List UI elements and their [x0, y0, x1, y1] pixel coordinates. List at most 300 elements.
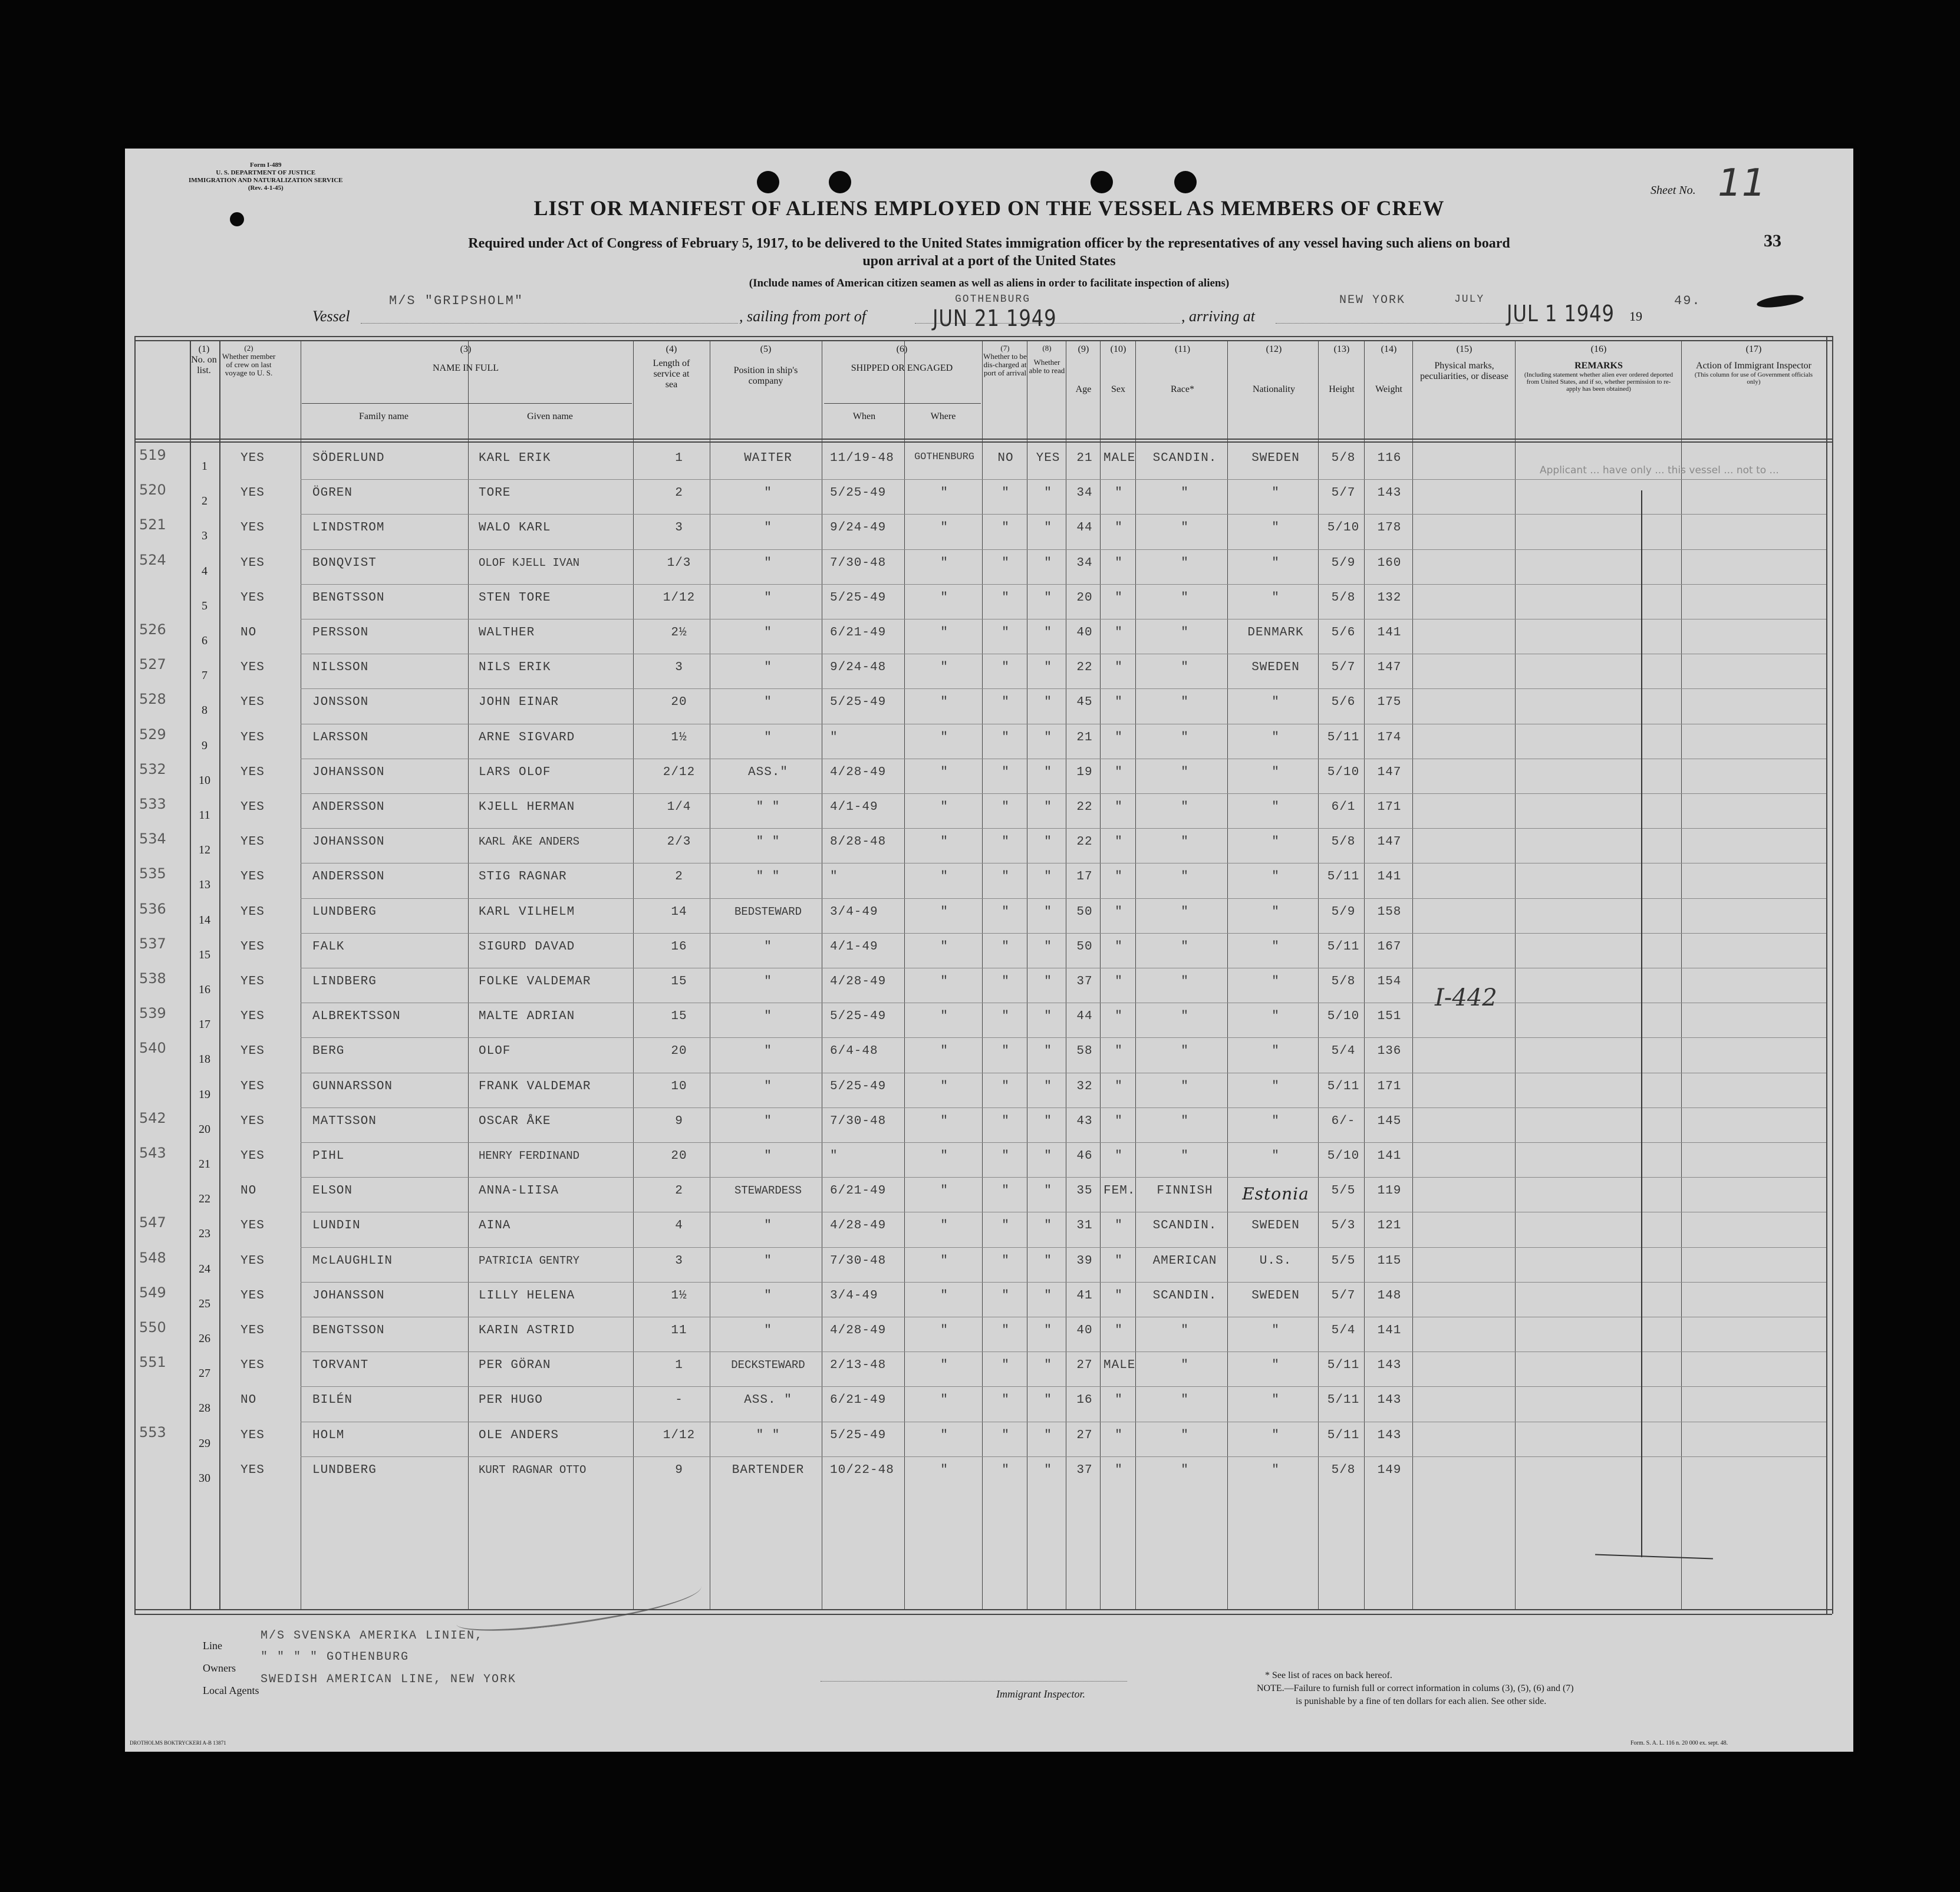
row-22-sex: FEM.	[1103, 1184, 1136, 1198]
row-14-where: "	[940, 905, 948, 919]
row-7-ref: 527	[139, 656, 166, 673]
row-16-height: 5/8	[1331, 975, 1356, 988]
row-18-when: 6/4-48	[830, 1044, 878, 1059]
row-23-given: AINA	[479, 1219, 511, 1233]
row-15-prev: YES	[241, 940, 265, 954]
row-8-read: "	[1044, 696, 1052, 710]
row-27-race: "	[1181, 1359, 1189, 1373]
col-header-when: When	[852, 411, 876, 421]
row-divider	[301, 514, 1826, 515]
row-13-race: "	[1181, 870, 1189, 884]
row-28-height: 5/11	[1327, 1393, 1360, 1408]
row-10-prev: YES	[241, 765, 265, 779]
row-27-nat: "	[1271, 1359, 1280, 1373]
row-30-read: "	[1044, 1463, 1052, 1477]
row-20-sex: "	[1115, 1114, 1123, 1128]
row-28-when: 6/21-49	[830, 1393, 887, 1408]
row-14-read: "	[1044, 905, 1052, 919]
col-header-race: (11) Race*	[1171, 344, 1194, 394]
row-13-given: STIG RAGNAR	[479, 870, 567, 884]
row-28-read: "	[1044, 1393, 1052, 1408]
row-16-prev: YES	[241, 975, 265, 988]
row-19-no: 19	[199, 1087, 210, 1101]
row-30-service: 9	[675, 1463, 683, 1477]
col-header-shipped: (6) SHIPPED OR ENGAGED	[851, 344, 953, 373]
local-agents-label: Local Agents	[203, 1685, 259, 1696]
row-11-position: " "	[756, 800, 780, 814]
row-8-no: 8	[202, 704, 207, 717]
row-11-read: "	[1044, 800, 1052, 814]
row-29-height: 5/11	[1327, 1428, 1360, 1442]
row-23-sex: "	[1115, 1219, 1123, 1233]
row-23-age: 31	[1076, 1219, 1093, 1233]
row-27-where: "	[940, 1359, 948, 1373]
row-divider	[301, 549, 1826, 550]
col-header-remarks: (16) REMARKS (Including statement whether alien ever ordered deported from United States, and if so, whether permission to re-apply has been obtained)	[1524, 344, 1674, 393]
year-printed: 19	[1629, 309, 1642, 324]
row-26-position: "	[764, 1324, 772, 1337]
row-30-when: 10/22-48	[830, 1463, 894, 1477]
row-11-nat: "	[1271, 800, 1280, 814]
row-5-sex: "	[1115, 591, 1123, 605]
row-divider	[301, 1247, 1826, 1248]
col-header-age: (9) Age	[1075, 344, 1092, 394]
row-14-race: "	[1181, 905, 1189, 919]
row-15-weight: 167	[1377, 940, 1402, 954]
row-13-prev: YES	[241, 870, 265, 884]
row-1-position: WAITER	[744, 451, 792, 465]
row-21-age: 46	[1076, 1149, 1093, 1163]
row-23-read: "	[1044, 1219, 1052, 1233]
column-divider	[219, 340, 220, 1610]
col-header-weight: (14) Weight	[1375, 344, 1402, 394]
row-24-disch: "	[1002, 1254, 1010, 1268]
row-15-race: "	[1181, 940, 1189, 954]
row-divider	[301, 688, 1826, 689]
row-11-given: KJELL HERMAN	[479, 800, 575, 814]
row-30-age: 37	[1076, 1463, 1093, 1477]
row-25-no: 25	[199, 1297, 210, 1310]
row-23-disch: "	[1002, 1219, 1010, 1233]
note-line-1: NOTE.—Failure to furnish full or correct information in colums (3), (5), (6) and (7)	[1257, 1683, 1574, 1693]
row-23-position: "	[764, 1219, 772, 1233]
col-header-action: (17) Action of Immigrant Inspector (This column for use of Government officials only)	[1694, 344, 1813, 385]
row-15-height: 5/11	[1327, 940, 1360, 954]
row-14-position: BEDSTEWARD	[734, 905, 802, 918]
row-27-family: TORVANT	[312, 1359, 369, 1373]
row-24-race: AMERICAN	[1152, 1254, 1217, 1268]
row-30-position: BARTENDER	[732, 1463, 805, 1477]
row-3-read: "	[1044, 521, 1052, 535]
row-30-nat: "	[1271, 1463, 1280, 1477]
row-15-read: "	[1044, 940, 1052, 954]
col-header-height: (13) Height	[1329, 344, 1355, 394]
vessel-label: Vessel	[312, 308, 350, 325]
col-header-discharged: (7) Whether to be dis-charged at port of arrival	[983, 344, 1027, 377]
remarks-bracket-line	[1641, 490, 1642, 1557]
row-17-given: MALTE ADRIAN	[479, 1010, 575, 1024]
row-12-weight: 147	[1377, 835, 1402, 849]
row-8-ref: 528	[139, 691, 166, 708]
row-17-disch: "	[1002, 1010, 1010, 1024]
punch-hole	[829, 171, 851, 193]
row-29-service: 1/12	[663, 1428, 696, 1442]
row-18-sex: "	[1115, 1044, 1123, 1059]
row-29-where: "	[940, 1428, 948, 1442]
owners-label: Owners	[203, 1662, 236, 1674]
row-16-ref: 538	[139, 970, 166, 987]
row-16-no: 16	[199, 983, 210, 996]
subtitle-act: Required under Act of Congress of February 5, 1917, to be delivered to the United States immigration officer by the representatives of any vessel having such aliens on board	[468, 236, 1510, 251]
row-22-given: ANNA-LIISA	[479, 1184, 559, 1198]
row-8-when: 5/25-49	[830, 696, 887, 710]
row-12-where: "	[940, 835, 948, 849]
row-2-when: 5/25-49	[830, 486, 887, 500]
row-19-disch: "	[1002, 1079, 1010, 1093]
row-12-prev: YES	[241, 835, 265, 849]
row-23-race: SCANDIN.	[1152, 1219, 1217, 1233]
row-14-age: 50	[1076, 905, 1093, 919]
row-divider	[301, 479, 1826, 480]
row-2-race: "	[1181, 486, 1189, 500]
row-4-disch: "	[1002, 556, 1010, 570]
row-28-no: 28	[199, 1402, 210, 1415]
row-divider	[301, 584, 1826, 585]
row-17-ref: 539	[139, 1005, 166, 1022]
row-18-age: 58	[1076, 1044, 1093, 1059]
row-1-when: 11/19-48	[830, 451, 894, 465]
row-21-race: "	[1181, 1149, 1189, 1163]
form-identifier: Form I-489 U. S. DEPARTMENT OF JUSTICE IMMIGRATION AND NATURALIZATION SERVICE (Rev. 4-1-45)	[189, 161, 343, 192]
signature	[454, 1574, 704, 1637]
row-6-height: 5/6	[1331, 626, 1356, 640]
row-3-no: 3	[202, 529, 207, 543]
race-footnote: * See list of races on back hereof.	[1265, 1670, 1392, 1680]
row-7-weight: 147	[1377, 661, 1402, 675]
row-27-ref: 551	[139, 1354, 166, 1371]
row-13-ref: 535	[139, 865, 166, 882]
row-29-sex: "	[1115, 1428, 1123, 1442]
row-6-prev: NO	[241, 626, 257, 640]
row-28-position: ASS. "	[744, 1393, 792, 1408]
row-21-where: "	[940, 1149, 948, 1163]
row-divider	[301, 1037, 1826, 1038]
row-10-position: ASS."	[747, 765, 788, 779]
row-18-service: 20	[671, 1044, 687, 1059]
row-9-when: "	[830, 730, 838, 744]
row-25-weight: 148	[1377, 1288, 1402, 1303]
row-20-no: 20	[199, 1122, 210, 1136]
row-14-when: 3/4-49	[830, 905, 878, 919]
row-24-read: "	[1044, 1254, 1052, 1268]
row-21-prev: YES	[241, 1149, 265, 1163]
row-8-weight: 175	[1377, 696, 1402, 710]
row-2-no: 2	[202, 495, 207, 508]
row-11-where: "	[940, 800, 948, 814]
row-23-prev: YES	[241, 1219, 265, 1233]
row-21-when: "	[830, 1149, 838, 1163]
row-21-ref: 543	[139, 1145, 166, 1161]
row-2-where: "	[940, 486, 948, 500]
row-27-weight: 143	[1377, 1359, 1402, 1373]
row-24-family: McLAUGHLIN	[312, 1254, 393, 1268]
row-13-nat: "	[1271, 870, 1280, 884]
row-28-sex: "	[1115, 1393, 1123, 1408]
row-23-no: 23	[199, 1227, 210, 1241]
row-17-sex: "	[1115, 1010, 1123, 1024]
row-17-no: 17	[199, 1018, 210, 1031]
sheet-number: 11	[1718, 161, 1766, 205]
row-1-nat: SWEDEN	[1251, 451, 1300, 465]
row-9-position: "	[764, 730, 772, 744]
row-14-disch: "	[1002, 905, 1010, 919]
row-17-height: 5/10	[1327, 1010, 1360, 1024]
row-10-disch: "	[1002, 765, 1010, 779]
row-15-given: SIGURD DAVAD	[479, 940, 575, 954]
row-29-when: 5/25-49	[830, 1428, 887, 1442]
row-26-sex: "	[1115, 1324, 1123, 1337]
row-13-service: 2	[675, 870, 683, 884]
row-1-given: KARL ERIK	[479, 451, 551, 465]
row-5-no: 5	[202, 599, 207, 612]
row-13-when: "	[830, 870, 838, 884]
row-13-height: 5/11	[1327, 870, 1360, 884]
row-11-height: 6/1	[1331, 800, 1356, 814]
row-21-service: 20	[671, 1149, 687, 1163]
row-1-sex: MALE	[1103, 451, 1136, 465]
row-30-race: "	[1181, 1463, 1189, 1477]
row-25-age: 41	[1076, 1288, 1093, 1303]
row-divider	[301, 1177, 1826, 1178]
row-4-height: 5/9	[1331, 556, 1356, 570]
subtitle-arrival: upon arrival at a port of the United States	[862, 253, 1116, 269]
row-7-when: 9/24-48	[830, 661, 887, 675]
row-19-where: "	[940, 1079, 948, 1093]
row-29-given: OLE ANDERS	[479, 1428, 559, 1442]
row-22-weight: 119	[1377, 1184, 1402, 1198]
row-25-ref: 549	[139, 1284, 166, 1301]
row-30-prev: YES	[241, 1463, 265, 1477]
row-16-disch: "	[1002, 975, 1010, 988]
row-11-prev: YES	[241, 800, 265, 814]
column-divider	[1364, 340, 1365, 1610]
row-26-where: "	[940, 1324, 948, 1337]
row-9-where: "	[940, 730, 948, 744]
row-13-sex: "	[1115, 870, 1123, 884]
row-25-height: 5/7	[1331, 1288, 1356, 1303]
row-22-no: 22	[199, 1192, 210, 1206]
row-23-height: 5/3	[1331, 1219, 1356, 1233]
row-4-read: "	[1044, 556, 1052, 570]
row-26-prev: YES	[241, 1324, 265, 1337]
row-15-where: "	[940, 940, 948, 954]
row-26-disch: "	[1002, 1324, 1010, 1337]
row-1-read: YES	[1036, 451, 1060, 465]
row-26-weight: 141	[1377, 1324, 1402, 1337]
row-25-when: 3/4-49	[830, 1288, 878, 1303]
column-divider	[1100, 340, 1101, 1610]
row-4-no: 4	[202, 564, 207, 578]
row-17-service: 15	[671, 1010, 687, 1024]
row-21-no: 21	[199, 1158, 210, 1171]
row-8-age: 45	[1076, 696, 1093, 710]
row-13-read: "	[1044, 870, 1052, 884]
row-28-nat: "	[1271, 1393, 1280, 1408]
printer-mark: DROTHOLMS BOKTRYCKERI A-B 13871	[130, 1740, 226, 1746]
row-divider	[301, 1456, 1826, 1457]
row-29-no: 29	[199, 1436, 210, 1450]
row-16-given: FOLKE VALDEMAR	[479, 975, 591, 988]
col-header-position: (5) Position in ship's company	[733, 344, 798, 386]
row-4-position: "	[764, 556, 772, 570]
row-15-age: 50	[1076, 940, 1093, 954]
arriving-label: , arriving at	[1181, 308, 1255, 325]
sheet-label: Sheet No.	[1651, 184, 1696, 197]
row-16-nat: "	[1271, 975, 1280, 988]
row-13-no: 13	[199, 878, 210, 892]
row-27-height: 5/11	[1327, 1359, 1360, 1373]
row-26-height: 5/4	[1331, 1324, 1356, 1337]
row-20-family: MATTSSON	[312, 1114, 377, 1128]
row-29-nat: "	[1271, 1428, 1280, 1442]
row-27-no: 27	[199, 1367, 210, 1380]
row-18-ref: 540	[139, 1040, 166, 1057]
row-4-given: OLOF KJELL IVAN	[479, 556, 580, 569]
manifest-sheet	[125, 149, 1853, 1752]
row-6-race: "	[1181, 626, 1189, 640]
row-3-age: 44	[1076, 521, 1093, 535]
row-20-position: "	[764, 1114, 772, 1128]
line-label: Line	[203, 1640, 222, 1652]
row-1-no: 1	[202, 460, 207, 473]
row-18-disch: "	[1002, 1044, 1010, 1059]
row-13-age: 17	[1076, 870, 1093, 884]
row-5-race: "	[1181, 591, 1189, 605]
row-7-sex: "	[1115, 661, 1123, 675]
row-10-service: 2/12	[663, 765, 696, 779]
row-12-read: "	[1044, 835, 1052, 849]
row-26-given: KARIN ASTRID	[479, 1324, 575, 1337]
row-28-weight: 143	[1377, 1393, 1402, 1408]
row-4-sex: "	[1115, 556, 1123, 570]
row-28-given: PER HUGO	[479, 1393, 543, 1408]
row-12-nat: "	[1271, 835, 1280, 849]
row-7-family: NILSSON	[312, 661, 369, 675]
row-29-position: " "	[756, 1428, 780, 1442]
row-22-service: 2	[675, 1184, 683, 1198]
row-9-service: 1½	[671, 730, 687, 744]
row-19-race: "	[1181, 1079, 1189, 1093]
row-3-disch: "	[1002, 521, 1010, 535]
row-divider	[301, 1107, 1826, 1108]
row-2-disch: "	[1002, 486, 1010, 500]
subtitle-include-note: (Include names of American citizen seamen as well as aliens in order to facilitate inspection of aliens)	[749, 277, 1230, 289]
column-divider	[1135, 340, 1136, 1610]
row-3-nat: "	[1271, 521, 1280, 535]
row-30-family: LUNDBERG	[312, 1463, 377, 1477]
row-7-given: NILS ERIK	[479, 661, 551, 675]
row-29-weight: 143	[1377, 1428, 1402, 1442]
row-24-where: "	[940, 1254, 948, 1268]
row-29-ref: 553	[139, 1423, 166, 1441]
row-28-family: BILÉN	[312, 1393, 353, 1408]
row-2-given: TORE	[479, 486, 511, 500]
row-30-sex: "	[1115, 1463, 1123, 1477]
col-header-family-name: Family name	[359, 411, 409, 421]
row-29-family: HOLM	[312, 1428, 345, 1442]
row-24-nat: U.S.	[1259, 1254, 1292, 1268]
row-25-read: "	[1044, 1288, 1052, 1303]
row-9-weight: 174	[1377, 730, 1402, 744]
row-5-disch: "	[1002, 591, 1010, 605]
row-21-nat: "	[1271, 1149, 1280, 1163]
row-8-height: 5/6	[1331, 696, 1356, 710]
row-27-read: "	[1044, 1359, 1052, 1373]
row-2-family: ÖGREN	[312, 486, 353, 500]
row-5-weight: 132	[1377, 591, 1402, 605]
row-25-position: "	[764, 1288, 772, 1303]
row-25-prev: YES	[241, 1288, 265, 1303]
column-divider	[468, 340, 469, 1610]
row-11-race: "	[1181, 800, 1189, 814]
sailing-port: GOTHENBURG	[955, 294, 1031, 305]
row-9-height: 5/11	[1327, 730, 1360, 744]
row-3-when: 9/24-49	[830, 521, 887, 535]
row-3-service: 3	[675, 521, 683, 535]
row-15-nat: "	[1271, 940, 1280, 954]
row-3-prev: YES	[241, 521, 265, 535]
row-3-height: 5/10	[1327, 521, 1360, 535]
arrival-date-stamp: JUL 1 1949	[1507, 301, 1615, 327]
row-16-service: 15	[671, 975, 687, 988]
row-23-service: 4	[675, 1219, 683, 1233]
row-24-age: 39	[1076, 1254, 1093, 1268]
row-12-sex: "	[1115, 835, 1123, 849]
row-22-read: "	[1044, 1184, 1052, 1198]
row-25-service: 1½	[671, 1288, 687, 1303]
row-5-position: "	[764, 591, 772, 605]
row-10-where: "	[940, 765, 948, 779]
row-22-disch: "	[1002, 1184, 1010, 1198]
row-30-no: 30	[199, 1471, 210, 1485]
row-10-weight: 147	[1377, 765, 1402, 779]
row-19-prev: YES	[241, 1079, 265, 1093]
row-26-family: BENGTSSON	[312, 1324, 385, 1337]
row-19-age: 32	[1076, 1079, 1093, 1093]
row-3-weight: 178	[1377, 521, 1402, 535]
row-22-age: 35	[1076, 1184, 1093, 1198]
row-27-sex: MALE	[1103, 1359, 1136, 1373]
row-6-no: 6	[202, 634, 207, 647]
row-8-race: "	[1181, 696, 1189, 710]
row-17-weight: 151	[1377, 1010, 1402, 1024]
row-5-given: STEN TORE	[479, 591, 551, 605]
row-27-age: 27	[1076, 1359, 1093, 1373]
row-12-position: " "	[756, 835, 780, 849]
row-1-height: 5/8	[1331, 451, 1356, 465]
row-28-age: 16	[1076, 1393, 1093, 1408]
row-29-race: "	[1181, 1428, 1189, 1442]
row-18-height: 5/4	[1331, 1044, 1356, 1059]
row-29-disch: "	[1002, 1428, 1010, 1442]
row-25-family: JOHANSSON	[312, 1288, 385, 1303]
row-13-family: ANDERSSON	[312, 870, 385, 884]
row-26-service: 11	[671, 1324, 687, 1337]
row-21-read: "	[1044, 1149, 1052, 1163]
row-9-race: "	[1181, 730, 1189, 744]
row-2-service: 2	[675, 486, 683, 500]
row-1-weight: 116	[1377, 451, 1402, 465]
